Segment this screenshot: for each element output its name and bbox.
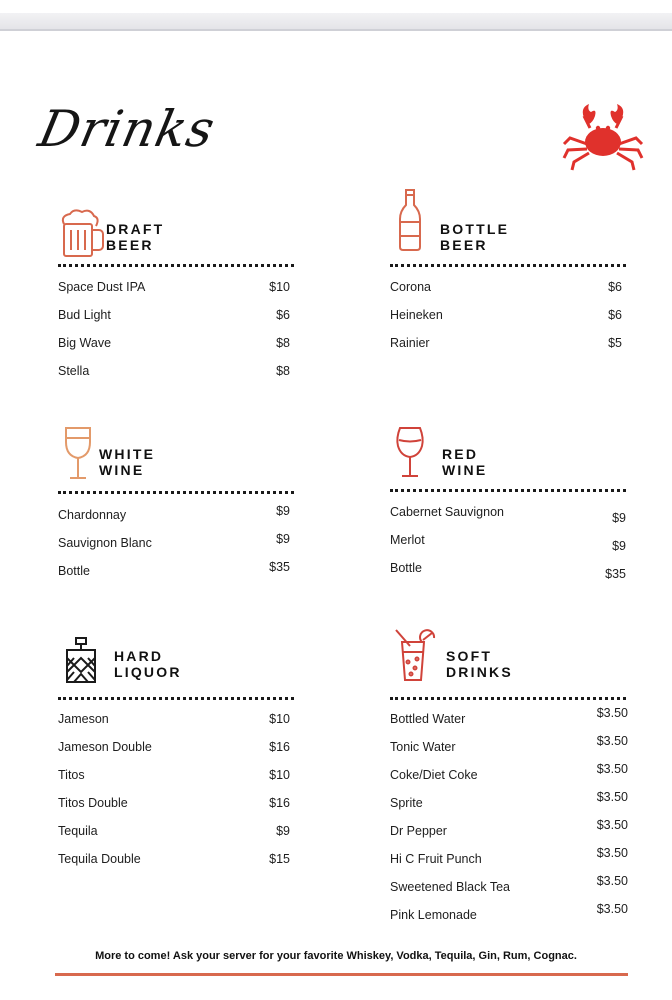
dotted-divider (390, 489, 626, 492)
item-name: Pink Lemonade (390, 908, 477, 922)
item-price: $10 (269, 712, 290, 726)
footer-rule (55, 973, 628, 976)
item-price: $9 (276, 824, 290, 838)
item-name: Tequila Double (58, 852, 141, 866)
item-price: $6 (608, 280, 622, 294)
item-name: Sprite (390, 796, 423, 810)
item-name: Coke/Diet Coke (390, 768, 478, 782)
item-price: $9 (612, 511, 626, 525)
item-name: Titos Double (58, 796, 128, 810)
item-name: Corona (390, 280, 431, 294)
item-price: $9 (276, 532, 290, 546)
section-white-wine (58, 425, 298, 578)
item-price: $8 (276, 336, 290, 350)
item-name: Heineken (390, 308, 443, 322)
section-title-line1: WHITE (99, 446, 156, 462)
item-name: Sweetened Black Tea (390, 880, 510, 894)
item-price: $6 (608, 308, 622, 322)
item-name: Merlot (390, 533, 425, 547)
item-name: Hi C Fruit Punch (390, 852, 482, 866)
item-price: $9 (612, 539, 626, 553)
beer-mug-icon (58, 205, 106, 265)
item-name: Bottle (390, 561, 422, 575)
section-soft-drinks (390, 628, 630, 922)
red-wine-glass-icon (390, 425, 430, 481)
item-name: Dr Pepper (390, 824, 447, 838)
footer-note: More to come! Ask your server for your favorite Whiskey, Vodka, Tequila, Gin, Rum, Cognac. (95, 950, 577, 962)
item-price: $35 (269, 560, 290, 574)
item-name: Jameson (58, 712, 109, 726)
item-price: $10 (269, 768, 290, 782)
item-name: Bud Light (58, 308, 111, 322)
dotted-divider (58, 697, 294, 700)
item-price: $3.50 (596, 706, 628, 720)
item-price: $5 (608, 336, 622, 350)
item-name: Bottle (58, 564, 90, 578)
item-name: Cabernet Sauvignon (390, 505, 504, 519)
item-name: Tequila (58, 824, 98, 838)
section-title-line2: WINE (442, 462, 488, 478)
section-title-line2: LIQUOR (114, 664, 182, 680)
section-title-line1: BOTTLE (440, 221, 510, 237)
item-price: $3.50 (596, 846, 628, 860)
item-price: $35 (605, 567, 626, 581)
item-price: $3.50 (596, 874, 628, 888)
item-name: Sauvignon Blanc (58, 536, 152, 550)
item-price: $9 (276, 504, 290, 518)
section-title-line1: DRAFT (106, 221, 165, 237)
item-name: Space Dust IPA (58, 280, 146, 294)
item-name: Chardonnay (58, 508, 127, 522)
soda-glass-icon (392, 628, 438, 684)
item-name: Big Wave (58, 336, 112, 350)
item-name: Rainier (390, 336, 430, 350)
section-title-line2: DRINKS (446, 664, 513, 680)
section-draft-beer (58, 205, 298, 378)
item-price: $6 (276, 308, 290, 322)
item-price: $16 (269, 740, 290, 754)
item-price: $8 (276, 364, 290, 378)
beer-bottle-icon (390, 188, 430, 252)
item-name: Tonic Water (390, 740, 456, 754)
crab-logo-icon (562, 100, 644, 172)
section-hard-liquor (58, 632, 298, 866)
item-price: $3.50 (596, 790, 628, 804)
white-wine-glass-icon (58, 425, 98, 483)
item-price: $3.50 (596, 902, 628, 916)
item-price: $16 (269, 796, 290, 810)
section-title-line1: SOFT (446, 648, 493, 664)
section-bottle-beer (390, 188, 630, 350)
item-name: Titos (58, 768, 85, 782)
item-price: $3.50 (596, 818, 628, 832)
item-price: $10 (269, 280, 290, 294)
dotted-divider (58, 491, 294, 494)
dotted-divider (390, 697, 626, 700)
item-name: Jameson Double (58, 740, 152, 754)
section-title-line2: BEER (106, 237, 154, 253)
dotted-divider (390, 264, 626, 267)
item-price: $3.50 (596, 762, 628, 776)
section-title-line2: BEER (440, 237, 488, 253)
item-price: $15 (269, 852, 290, 866)
liquor-decanter-icon (64, 636, 98, 684)
section-title-line2: WINE (99, 462, 145, 478)
item-name: Bottled Water (390, 712, 466, 726)
section-title-line1: RED (442, 446, 479, 462)
section-title-line1: HARD (114, 648, 164, 664)
dotted-divider (58, 264, 294, 267)
section-red-wine (390, 425, 630, 581)
page-title: Drinks (33, 100, 221, 158)
item-price: $3.50 (596, 734, 628, 748)
top-bar (0, 13, 672, 31)
item-name: Stella (58, 364, 90, 378)
